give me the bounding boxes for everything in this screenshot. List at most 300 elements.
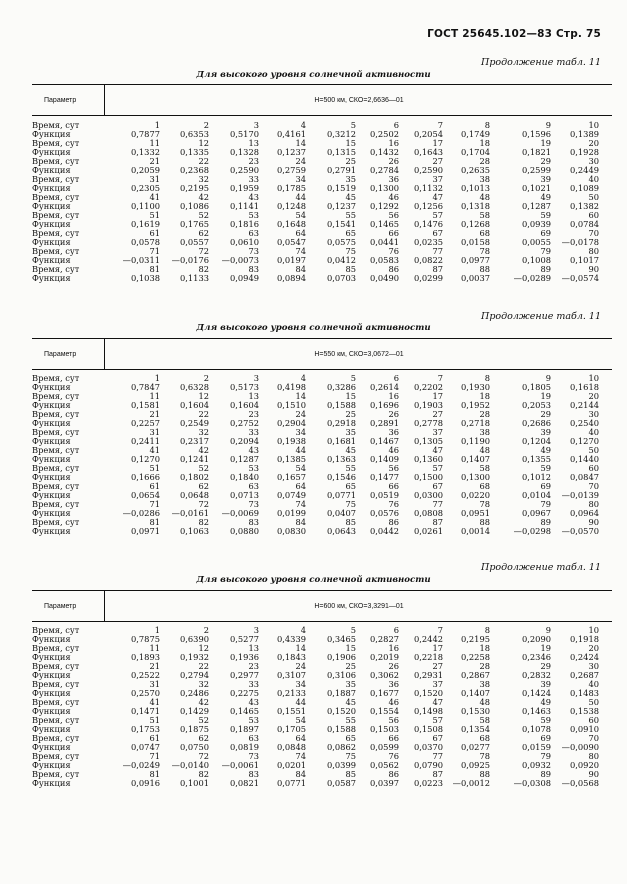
table-cell: 0,1519 <box>326 183 356 193</box>
row-label: Время, сут <box>32 499 80 509</box>
table-cell: 0,1696 <box>369 400 399 410</box>
table-cell: 0,0925 <box>460 760 490 770</box>
table-cell: —0,0139 <box>561 490 599 500</box>
table-cell: 38 <box>479 679 490 689</box>
table-cell: 54 <box>295 463 306 473</box>
table-cell: 0,2827 <box>369 634 399 644</box>
table-cell: 0,2202 <box>413 382 443 392</box>
table-cell: 0,1816 <box>229 219 259 229</box>
table-cell: 0,1530 <box>460 706 490 716</box>
table-cell: 62 <box>198 228 209 238</box>
table-cell: 0,1465 <box>229 706 259 716</box>
row-label: Функция <box>32 634 71 644</box>
table-cell: 0,1588 <box>326 724 356 734</box>
table-cell: 82 <box>198 264 209 274</box>
table-body <box>32 374 612 536</box>
table-cell: 0,1510 <box>276 400 306 410</box>
table-cell: 0,0920 <box>569 760 599 770</box>
row-label: Функция <box>32 183 71 193</box>
row-label: Время, сут <box>32 373 80 383</box>
table-cell: —0,0012 <box>452 778 490 788</box>
table-cell: 0,0199 <box>276 508 306 518</box>
table-row <box>32 509 612 518</box>
table-cell: 0,2778 <box>413 418 443 428</box>
table-cell: 67 <box>432 228 443 238</box>
table-cell: —0,0570 <box>561 526 599 536</box>
table-cell: 58 <box>479 210 490 220</box>
table-cell: 0,1063 <box>179 526 209 536</box>
table-cell: 0,6328 <box>179 382 209 392</box>
row-label: Функция <box>32 706 71 716</box>
row-label: Время, сут <box>32 138 80 148</box>
table-row <box>32 725 612 734</box>
table-cell: 23 <box>248 156 259 166</box>
table-cell: 68 <box>479 228 490 238</box>
table-cell: 1 <box>154 120 160 130</box>
table-cell: 0,1520 <box>326 706 356 716</box>
row-label: Функция <box>32 724 71 734</box>
table-cell: 8 <box>484 120 490 130</box>
table-cell: 16 <box>388 643 399 653</box>
table-cell: 0,0201 <box>276 760 306 770</box>
table-cell: 0,0014 <box>460 526 490 536</box>
table-cell: 67 <box>432 481 443 491</box>
table-cell: 0,0747 <box>130 742 160 752</box>
table-cell: 0,0055 <box>521 237 551 247</box>
table-cell: 17 <box>432 391 443 401</box>
row-label: Функция <box>32 147 71 157</box>
row-label: Функция <box>32 652 71 662</box>
table-cell: 0,1086 <box>179 201 209 211</box>
table-header <box>32 84 612 116</box>
table-cell: 71 <box>149 751 160 761</box>
table-cell: 45 <box>345 697 356 707</box>
table-cell: 17 <box>432 138 443 148</box>
table-cell: 80 <box>588 246 599 256</box>
table-cell: 0,1893 <box>130 652 160 662</box>
table-cell: 0,2144 <box>569 400 599 410</box>
table-cell: 0,1318 <box>460 201 490 211</box>
table-cell: 0,2752 <box>229 418 259 428</box>
table-cell: 19 <box>540 643 551 653</box>
table-cell: 0,1432 <box>369 147 399 157</box>
table-cell: 0,1409 <box>369 454 399 464</box>
table-cell: 84 <box>295 769 306 779</box>
table-cell: 0,1596 <box>521 129 551 139</box>
table-cell: 60 <box>588 715 599 725</box>
table-cell: 19 <box>540 391 551 401</box>
table-cell: 0,1932 <box>179 652 209 662</box>
table-cell: 0,1546 <box>326 472 356 482</box>
table-cell: 52 <box>198 210 209 220</box>
table-cell: 0,0910 <box>569 724 599 734</box>
table-body <box>32 121 612 283</box>
table-cell: 0,1021 <box>521 183 551 193</box>
continuation-note: Продолжение табл. 11 <box>481 311 601 322</box>
table-cell: 35 <box>345 174 356 184</box>
row-label: Время, сут <box>32 264 80 274</box>
table-cell: 0,2133 <box>276 688 306 698</box>
table-cell: 0,0932 <box>521 760 551 770</box>
table-cell: 5 <box>350 373 356 383</box>
table-cell: 89 <box>540 264 551 274</box>
table-cell: 19 <box>540 138 551 148</box>
table-cell: 0,0578 <box>130 237 160 247</box>
table-cell: 0,2094 <box>229 436 259 446</box>
table-cell: 0,1618 <box>569 382 599 392</box>
table-cell: 83 <box>248 264 259 274</box>
table-cell: 70 <box>588 228 599 238</box>
table-cell: 5 <box>350 120 356 130</box>
table-cell: —0,0073 <box>221 255 259 265</box>
table-cell: 13 <box>248 391 259 401</box>
table-cell: 0,4198 <box>276 382 306 392</box>
table-cell: 57 <box>432 210 443 220</box>
row-label: Функция <box>32 255 71 265</box>
table-cell: 61 <box>149 228 160 238</box>
table-cell: 0,1424 <box>521 688 551 698</box>
table-row <box>32 437 612 446</box>
table-cell: 0,2522 <box>130 670 160 680</box>
table-cell: 68 <box>479 481 490 491</box>
page-header: ГОСТ 25645.102—83 Стр. 75 <box>427 28 601 40</box>
table-cell: 20 <box>588 391 599 401</box>
table-cell: 50 <box>588 192 599 202</box>
table-cell: 0,2195 <box>460 634 490 644</box>
table-cell: 0,0749 <box>276 490 306 500</box>
table-cell: 0,0583 <box>369 255 399 265</box>
table-cell: 1 <box>154 625 160 635</box>
table-cell: 10 <box>588 120 599 130</box>
table-cell: 71 <box>149 246 160 256</box>
table-cell: 0,0771 <box>276 778 306 788</box>
table-cell: 64 <box>295 481 306 491</box>
table-cell: 0,1875 <box>179 724 209 734</box>
table-cell: 0,0575 <box>326 237 356 247</box>
table-cell: 60 <box>588 463 599 473</box>
table-row <box>32 220 612 229</box>
table-cell: 53 <box>248 715 259 725</box>
table-cell: 0,2614 <box>369 382 399 392</box>
table-cell: 58 <box>479 715 490 725</box>
table-cell: 48 <box>479 445 490 455</box>
table-cell: 0,1500 <box>413 472 443 482</box>
table-cell: 0,0880 <box>229 526 259 536</box>
table-cell: 44 <box>295 445 306 455</box>
table-cell: 46 <box>388 192 399 202</box>
row-label: Время, сут <box>32 643 80 653</box>
table-row <box>32 419 612 428</box>
table-cell: 0,2218 <box>413 652 443 662</box>
table-cell: 0,1013 <box>460 183 490 193</box>
table-cell: 0,2275 <box>229 688 259 698</box>
table-cell: 22 <box>198 409 209 419</box>
table-cell: 0,1268 <box>460 219 490 229</box>
table-cell: 66 <box>388 733 399 743</box>
table-cell: 0,2977 <box>229 670 259 680</box>
table-cell: 0,1843 <box>276 652 306 662</box>
table-cell: 82 <box>198 517 209 527</box>
table-cell: 0,0104 <box>521 490 551 500</box>
table-cell: 0,2019 <box>369 652 399 662</box>
table-cell: 12 <box>198 138 209 148</box>
table-caption: Для высокого уровня солнечной активности <box>196 70 431 80</box>
table-cell: 18 <box>479 643 490 653</box>
table-cell: —0,0249 <box>122 760 160 770</box>
table-cell: 0,2053 <box>521 400 551 410</box>
table-cell: 35 <box>345 427 356 437</box>
table-cell: 0,0220 <box>460 490 490 500</box>
table-cell: 0,1256 <box>413 201 443 211</box>
table-cell: 0,0587 <box>326 778 356 788</box>
table-cell: 0,0916 <box>130 778 160 788</box>
table-cell: —0,0069 <box>221 508 259 518</box>
row-label: Функция <box>32 760 71 770</box>
table-cell: 70 <box>588 733 599 743</box>
table-cell: 0,1705 <box>276 724 306 734</box>
table-cell: 75 <box>345 751 356 761</box>
condition-header: H=550 км, СКО=3,0672—01 <box>314 350 404 358</box>
table-cell: 0,1802 <box>179 472 209 482</box>
table-cell: 0,1328 <box>229 147 259 157</box>
table-cell: 0,0158 <box>460 237 490 247</box>
table-cell: 88 <box>479 264 490 274</box>
table-cell: 78 <box>479 499 490 509</box>
table-cell: 33 <box>248 174 259 184</box>
table-cell: 24 <box>295 661 306 671</box>
table-cell: 0,0819 <box>229 742 259 752</box>
table-cell: 30 <box>588 409 599 419</box>
table-cell: 0,1554 <box>369 706 399 716</box>
table-cell: 0,2054 <box>413 129 443 139</box>
row-label: Время, сут <box>32 427 80 437</box>
table-cell: 0,1463 <box>521 706 551 716</box>
table-cell: 0,1300 <box>369 183 399 193</box>
table-cell: 0,3465 <box>326 634 356 644</box>
table-cell: 0,1897 <box>229 724 259 734</box>
table-cell: 0,2442 <box>413 634 443 644</box>
table-row <box>32 148 612 157</box>
row-label: Время, сут <box>32 751 80 761</box>
table-cell: —0,0161 <box>171 508 209 518</box>
table-cell: 0,1753 <box>130 724 160 734</box>
table-cell: 21 <box>149 156 160 166</box>
table-cell: 51 <box>149 715 160 725</box>
table-cell: 25 <box>345 409 356 419</box>
table-cell: 0,0894 <box>276 273 306 283</box>
row-label: Время, сут <box>32 246 80 256</box>
table-cell: 0,1287 <box>521 201 551 211</box>
table-cell: —0,0140 <box>171 760 209 770</box>
row-label: Время, сут <box>32 391 80 401</box>
table-cell: 0,1704 <box>460 147 490 157</box>
table-row <box>32 653 612 662</box>
table-cell: 18 <box>479 138 490 148</box>
table-cell: 0,7877 <box>130 129 160 139</box>
table-cell: 27 <box>432 409 443 419</box>
table-cell: 15 <box>345 643 356 653</box>
table-cell: 0,1541 <box>326 219 356 229</box>
table-cell: 0,1887 <box>326 688 356 698</box>
row-label: Функция <box>32 526 71 536</box>
table-cell: 0,1666 <box>130 472 160 482</box>
table-cell: 44 <box>295 697 306 707</box>
table-cell: —0,0178 <box>561 237 599 247</box>
table-cell: 78 <box>479 246 490 256</box>
table-row <box>32 401 612 410</box>
table-cell: 74 <box>295 246 306 256</box>
condition-header: H=500 км, СКО=2,6636—01 <box>314 96 404 104</box>
row-label: Время, сут <box>32 481 80 491</box>
table-cell: 0,1681 <box>326 436 356 446</box>
table-cell: 0,1241 <box>179 454 209 464</box>
table-cell: 0,1805 <box>521 382 551 392</box>
row-label: Время, сут <box>32 625 80 635</box>
table-cell: 13 <box>248 643 259 653</box>
table-cell: 0,1581 <box>130 400 160 410</box>
table-cell: 0,2502 <box>369 129 399 139</box>
table-cell: 36 <box>388 679 399 689</box>
table-cell: 0,5173 <box>229 382 259 392</box>
table-cell: 62 <box>198 481 209 491</box>
table-cell: 30 <box>588 156 599 166</box>
table-cell: 0,5277 <box>229 634 259 644</box>
table-cell: 52 <box>198 715 209 725</box>
row-label: Функция <box>32 219 71 229</box>
table-cell: 0,0441 <box>369 237 399 247</box>
table-cell: 27 <box>432 661 443 671</box>
table-cell: 59 <box>540 463 551 473</box>
table-cell: 0,1332 <box>130 147 160 157</box>
table-cell: 76 <box>388 246 399 256</box>
table-cell: 0,1132 <box>413 183 443 193</box>
table-cell: 49 <box>540 192 551 202</box>
row-label: Время, сут <box>32 697 80 707</box>
table-cell: 0,2931 <box>413 670 443 680</box>
table-cell: 0,1467 <box>369 436 399 446</box>
table-row <box>32 473 612 482</box>
row-label: Функция <box>32 670 71 680</box>
table-cell: 0,0790 <box>413 760 443 770</box>
table-cell: 0,0519 <box>369 490 399 500</box>
continuation-note: Продолжение табл. 11 <box>481 562 601 573</box>
table-cell: 0,2686 <box>521 418 551 428</box>
table-cell: 69 <box>540 481 551 491</box>
table-cell: 6 <box>393 625 399 635</box>
table-cell: 23 <box>248 661 259 671</box>
row-label: Функция <box>32 742 71 752</box>
table-cell: 0,2687 <box>569 670 599 680</box>
row-label: Время, сут <box>32 409 80 419</box>
table-cell: 0,1001 <box>179 778 209 788</box>
table-cell: 0,1354 <box>460 724 490 734</box>
table-cell: 53 <box>248 463 259 473</box>
table-cell: 51 <box>149 463 160 473</box>
table-cell: 31 <box>149 679 160 689</box>
row-label: Функция <box>32 400 71 410</box>
table-cell: 0,2891 <box>369 418 399 428</box>
table-cell: 0,1749 <box>460 129 490 139</box>
table-cell: 59 <box>540 210 551 220</box>
table-cell: 72 <box>198 751 209 761</box>
table-cell: 85 <box>345 769 356 779</box>
table-cell: 80 <box>588 499 599 509</box>
table-cell: 0,1270 <box>569 436 599 446</box>
row-label: Функция <box>32 382 71 392</box>
table-row <box>32 689 612 698</box>
table-cell: 55 <box>345 210 356 220</box>
table-cell: 78 <box>479 751 490 761</box>
table-cell: 11 <box>149 643 160 653</box>
table-cell: 72 <box>198 499 209 509</box>
row-label: Время, сут <box>32 210 80 220</box>
table-cell: 56 <box>388 210 399 220</box>
table-cell: 37 <box>432 679 443 689</box>
table-cell: 10 <box>588 625 599 635</box>
table-cell: 40 <box>588 427 599 437</box>
table-cell: 0,2305 <box>130 183 160 193</box>
table-cell: 77 <box>432 499 443 509</box>
table-cell: 26 <box>388 661 399 671</box>
table-cell: 0,0949 <box>229 273 259 283</box>
table-cell: 36 <box>388 174 399 184</box>
table-cell: 17 <box>432 643 443 653</box>
row-label: Функция <box>32 508 71 518</box>
table-cell: 0,2590 <box>413 165 443 175</box>
row-label: Функция <box>32 273 71 283</box>
table-row <box>32 761 612 770</box>
table-cell: 0,1657 <box>276 472 306 482</box>
table-cell: 51 <box>149 210 160 220</box>
table-cell: 52 <box>198 463 209 473</box>
row-label: Время, сут <box>32 715 80 725</box>
table-cell: 24 <box>295 156 306 166</box>
table-cell: 41 <box>149 697 160 707</box>
table-cell: 74 <box>295 751 306 761</box>
table-cell: 40 <box>588 174 599 184</box>
table-cell: 49 <box>540 697 551 707</box>
table-cell: 54 <box>295 715 306 725</box>
table-cell: 0,0713 <box>229 490 259 500</box>
table-cell: 31 <box>149 427 160 437</box>
table-cell: 0,1385 <box>276 454 306 464</box>
table-cell: 42 <box>198 697 209 707</box>
table-cell: —0,0298 <box>513 526 551 536</box>
table-cell: 0,1476 <box>413 219 443 229</box>
table-cell: 0,6353 <box>179 129 209 139</box>
row-label: Функция <box>32 454 71 464</box>
table-cell: 6 <box>393 120 399 130</box>
table-cell: 82 <box>198 769 209 779</box>
table-cell: 0,0576 <box>369 508 399 518</box>
row-label: Время, сут <box>32 156 80 166</box>
table-cell: 0,0277 <box>460 742 490 752</box>
table-cell: 67 <box>432 733 443 743</box>
table-cell: —0,0061 <box>221 760 259 770</box>
table-header <box>32 590 612 622</box>
table-cell: 0,1248 <box>276 201 306 211</box>
table-body <box>32 626 612 788</box>
table-cell: 0,1677 <box>369 688 399 698</box>
table-cell: 0,0490 <box>369 273 399 283</box>
table-cell: 0,1936 <box>229 652 259 662</box>
table-cell: 0,1292 <box>369 201 399 211</box>
table-cell: 0,1471 <box>130 706 160 716</box>
row-label: Функция <box>32 165 71 175</box>
table-cell: 0,0197 <box>276 255 306 265</box>
table-cell: 61 <box>149 481 160 491</box>
table-cell: 63 <box>248 733 259 743</box>
